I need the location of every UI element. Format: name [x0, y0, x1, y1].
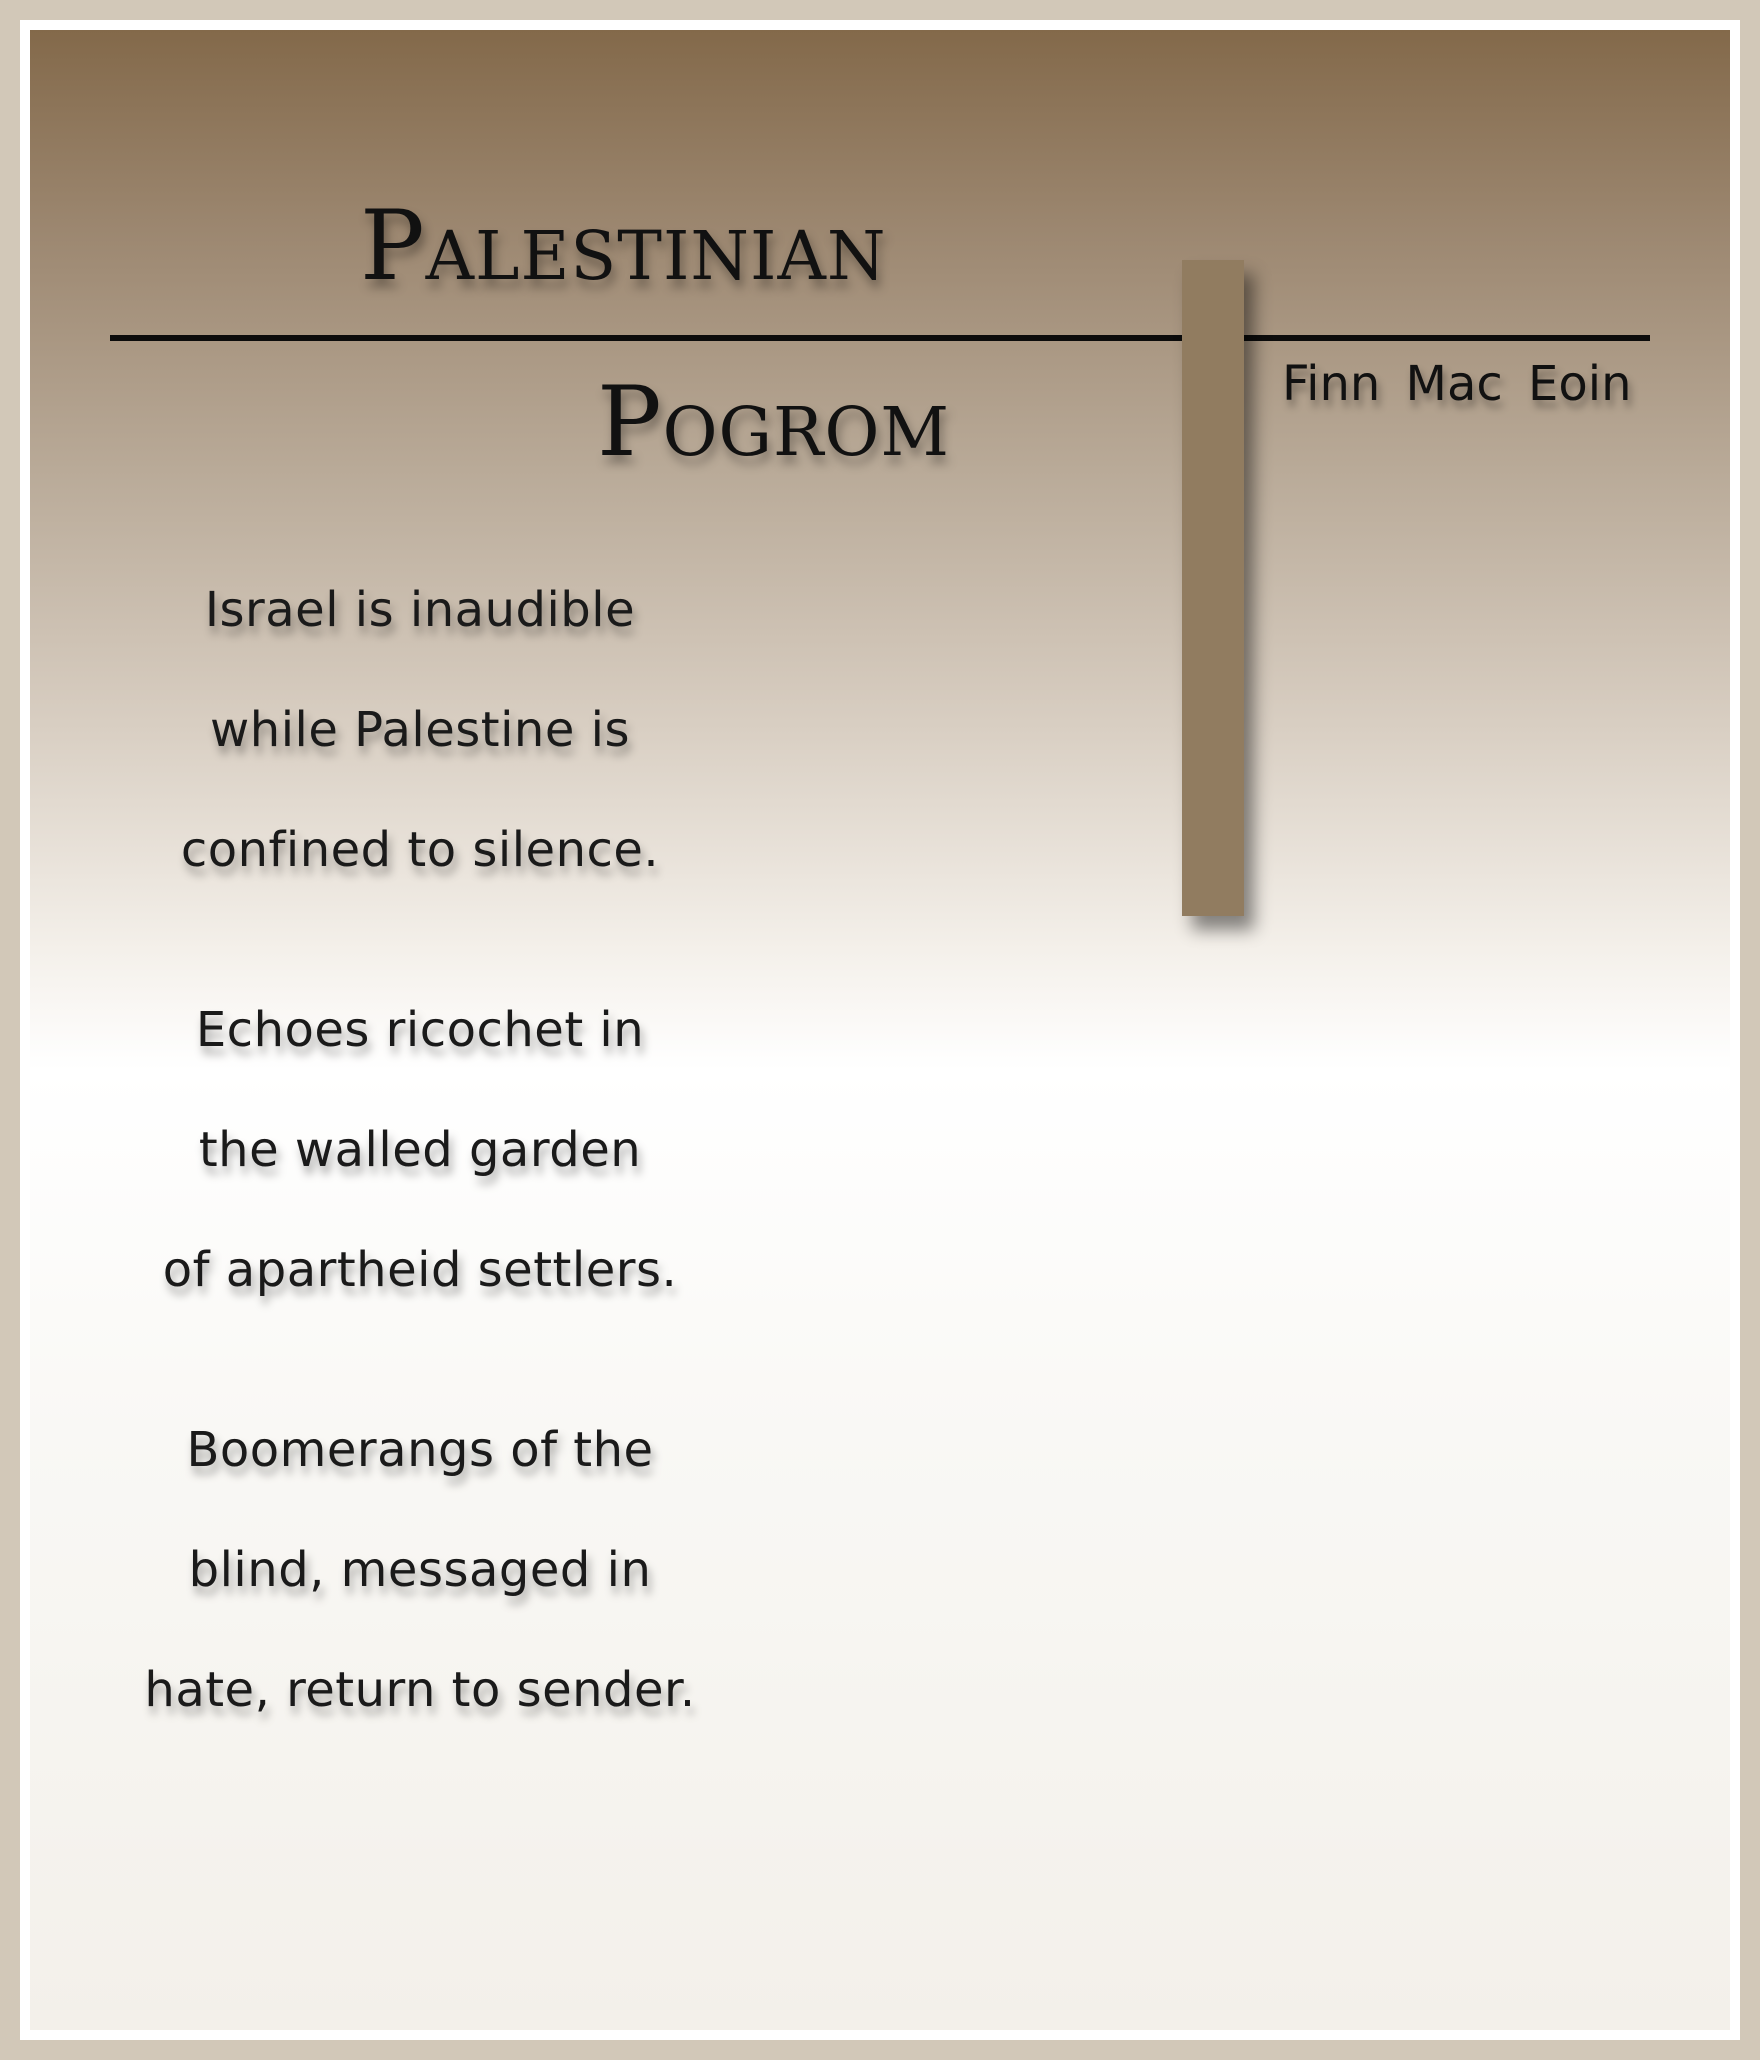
title-line-2: Pogrom: [597, 366, 951, 478]
stanza-1: [130, 550, 710, 910]
poem-line: Boomerangs of the: [186, 1422, 654, 1478]
title-line-1: Palestinian: [360, 190, 887, 302]
poem-body: [130, 550, 710, 1810]
poem-line: Echoes ricochet in: [195, 1002, 645, 1058]
poem-line: confined to silence.: [180, 822, 660, 878]
author-name: Finn Mac Eoin: [1282, 356, 1632, 412]
poem-line: Israel is inaudible: [204, 582, 636, 638]
poem-line: hate, return to sender.: [144, 1662, 696, 1718]
poem-line: while Palestine is: [210, 702, 630, 758]
poem-line: blind, messaged in: [188, 1542, 652, 1598]
poem-line: the walled garden: [198, 1122, 642, 1178]
title-divider-rule: [110, 335, 1650, 341]
stanza-3: [130, 1390, 710, 1750]
poem-line: of apartheid settlers.: [162, 1242, 678, 1298]
stanza-2: [130, 970, 710, 1330]
poem-canvas: [30, 30, 1730, 2030]
vertical-post: [1182, 260, 1244, 916]
